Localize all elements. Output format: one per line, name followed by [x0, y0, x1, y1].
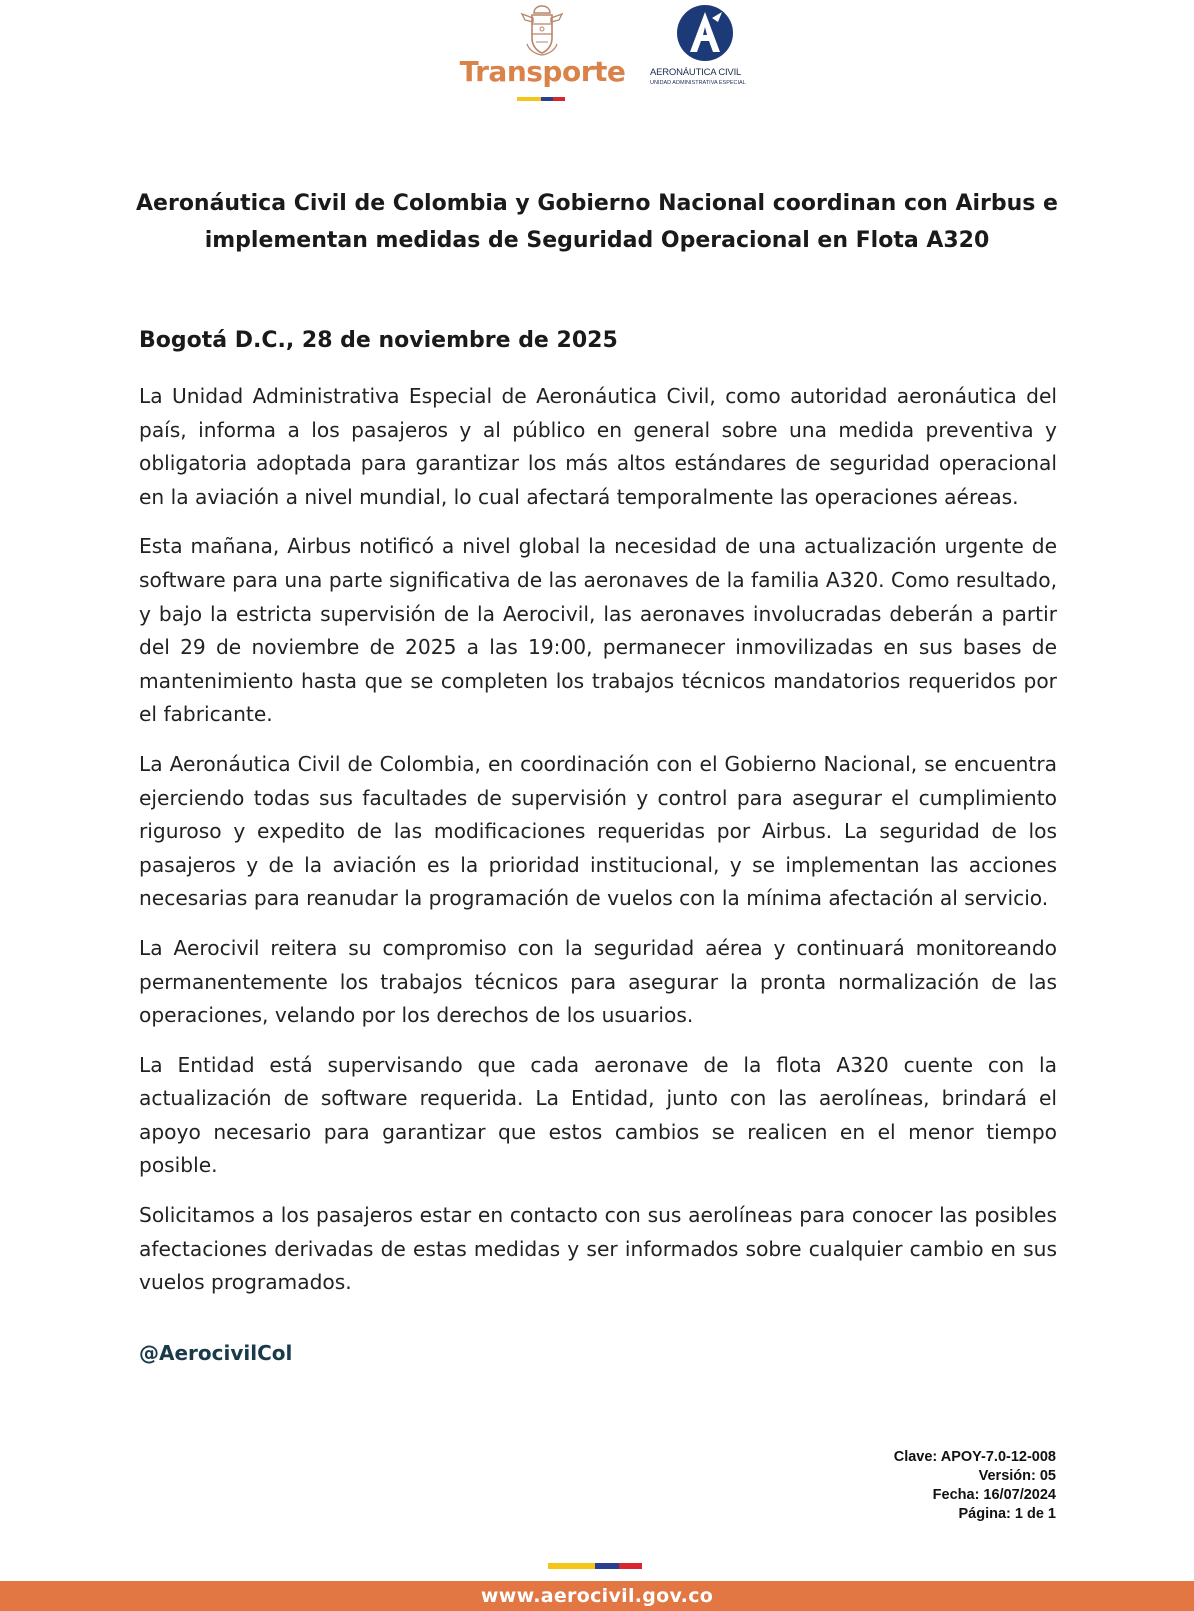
- social-handle: @AerocivilCol: [139, 1341, 293, 1365]
- press-release-body: [139, 380, 1057, 1316]
- coat-of-arms-icon: [517, 4, 567, 56]
- dateline: Bogotá D.C., 28 de noviembre de 2025: [139, 328, 618, 353]
- colombia-flag-stripe: [517, 97, 565, 101]
- page-footer: [0, 1581, 1194, 1611]
- transporte-wordmark: Transporte: [459, 55, 626, 88]
- footer-flag-stripe: [548, 1563, 642, 1569]
- paragraph: Solicitamos a los pasajeros estar en contacto con sus aerolíneas para conocer las posibles afectaciones derivadas de estas medidas y ser informados sobre cualquier cambio en sus vuelos programados.: [139, 1203, 1057, 1295]
- document-metadata: [894, 1448, 1056, 1524]
- paragraph: La Entidad está supervisando que cada aeronave de la flota A320 cuente con la actualización de software requerida. La Entidad, junto con las aerolíneas, brindará el apoyo necesario para garantizar que estos cambios se realicen en el menor tiempo posible.: [139, 1052, 1057, 1178]
- aerocivil-a-emblem-icon: [676, 4, 734, 62]
- aerocivil-logo: [650, 4, 770, 90]
- paragraph: La Aeronáutica Civil de Colombia, en coordinación con el Gobierno Nacional, se encuentra ejerciendo todas sus facultades de supervisión y control para asegurar el cumplimiento riguroso y expedito de las modificaciones requeridas por Airbus. La seguridad de los pasajeros y de la aviación es la prioridad institucional, y se implementan las acciones necesarias para reanudar la programación de vuelos con la mínima afectación al servicio.: [139, 751, 1057, 911]
- paragraph: Esta mañana, Airbus notificó a nivel global la necesidad de una actualización urgente de software para una parte significativa de las aeronaves de la familia A320. Como resultado, y bajo la estricta supervisión de la Aerocivil, las aeronaves involucradas deberán a partir del 29 de noviembre de 2025 a las 19:00, permanecer inmovilizadas en sus bases de mantenimiento hasta que se completen los trabajos técnicos mandatorios requeridos por el fabricante.: [139, 534, 1057, 727]
- doc-version: Versión: 05: [978, 1468, 1056, 1484]
- website-link[interactable]: www.aerocivil.gov.co: [480, 1585, 714, 1607]
- page-header: [0, 0, 1194, 110]
- aerocivil-name: AERONÁUTICA CIVIL: [650, 67, 742, 78]
- aerocivil-subtitle: UNIDAD ADMINISTRATIVA ESPECIAL: [650, 80, 746, 86]
- doc-date: Fecha: 16/07/2024: [932, 1487, 1056, 1503]
- paragraph: La Aerocivil reitera su compromiso con la seguridad aérea y continuará monitoreando permanentemente los trabajos técnicos para asegurar la pronta normalización de las operaciones, velando por los derechos de los usuarios.: [139, 935, 1057, 1028]
- doc-page: Página: 1 de 1: [958, 1506, 1056, 1522]
- doc-code: Clave: APOY-7.0-12-008: [893, 1449, 1056, 1465]
- transporte-logo: [455, 4, 630, 104]
- press-release-title: Aeronáutica Civil de Colombia y Gobierno Nacional coordinan con Airbus e implementan medidas de Seguridad Operacional en Flota A320: [136, 191, 1058, 253]
- paragraph: La Unidad Administrativa Especial de Aeronáutica Civil, como autoridad aeronáutica del país, informa a los pasajeros y al público en general sobre una medida preventiva y obligatoria adoptada para garantizar los más altos estándares de seguridad operacional en la aviación a nivel mundial, lo cual afectará temporalmente las operaciones aéreas.: [139, 384, 1057, 509]
